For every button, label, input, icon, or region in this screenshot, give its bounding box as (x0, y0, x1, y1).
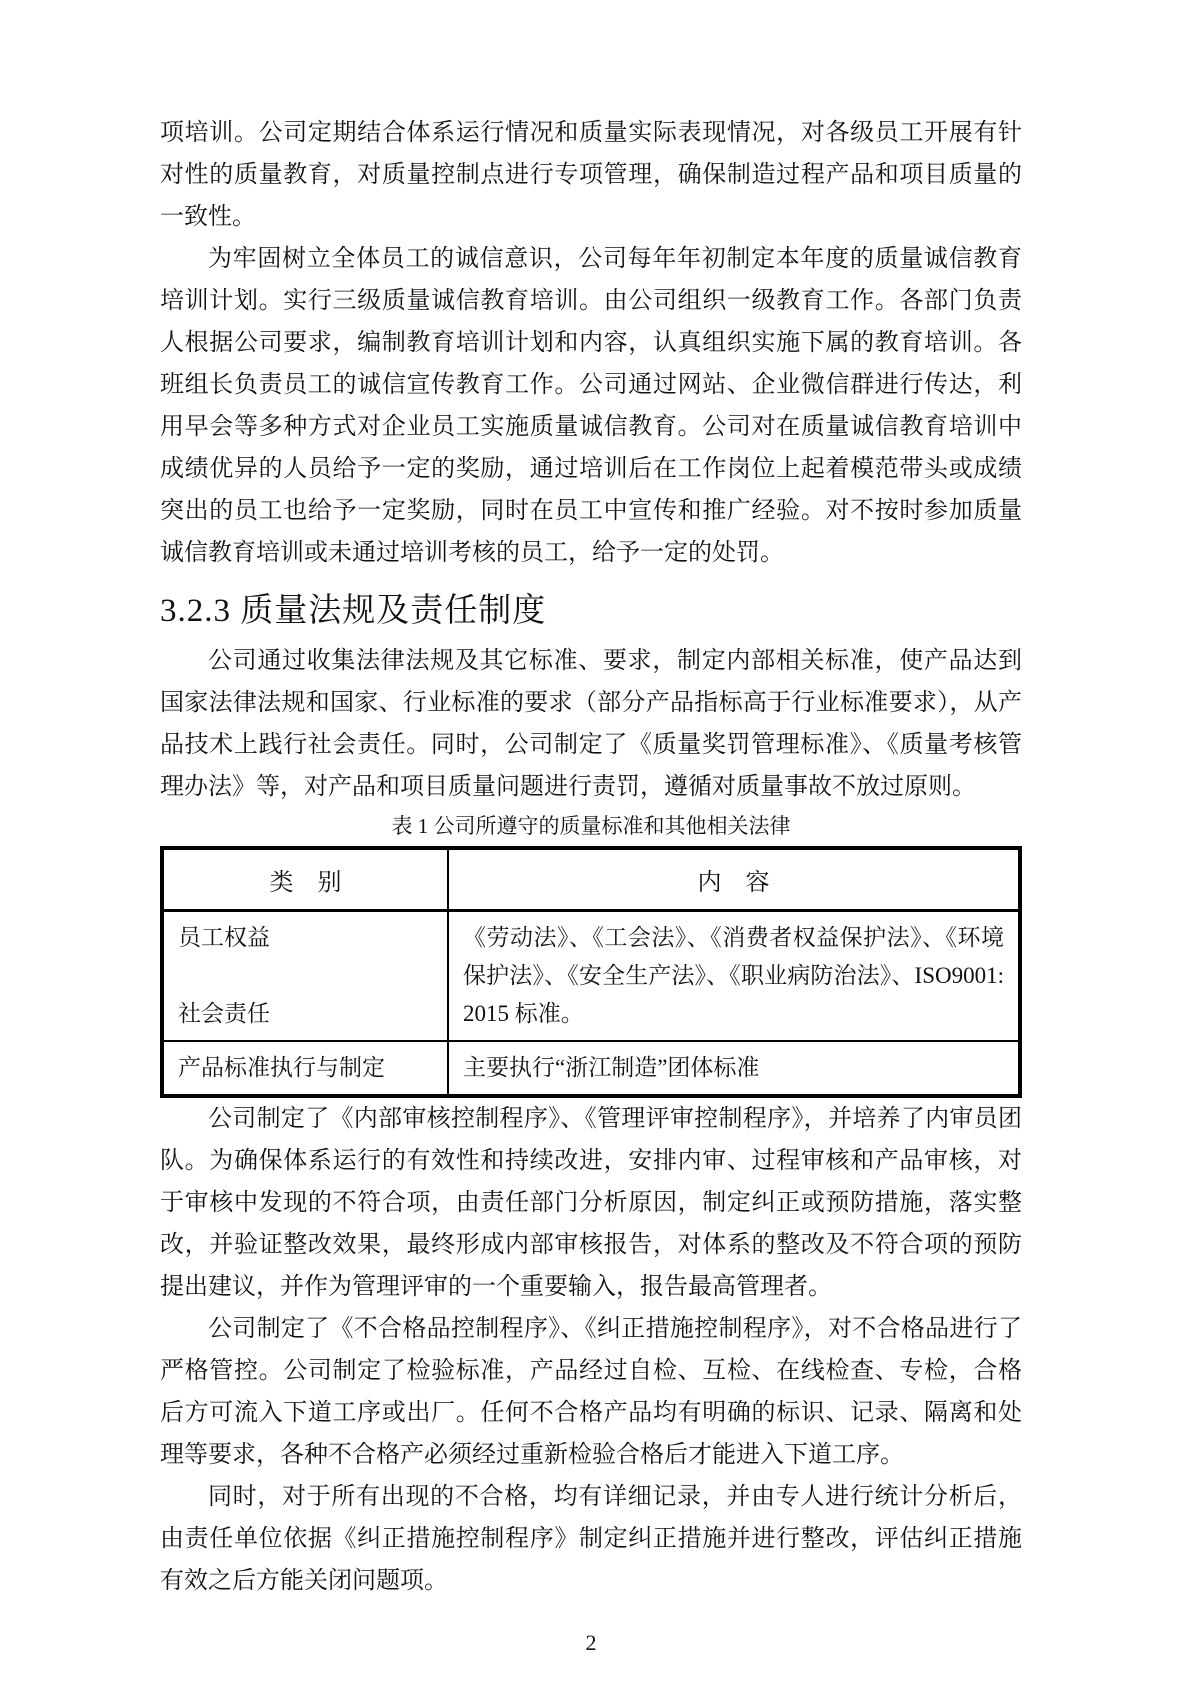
table-row (162, 911, 1020, 1042)
paragraph-quality-regulations: 公司通过收集法律法规及其它标准、要求，制定内部相关标准，使产品达到国家法律法规和国家、行业标准的要求（部分产品指标高于行业标准要求），从产品技术上践行社会责任。同时，公司制定了《质量奖罚管理标准》、《质量考核管理办法》等，对产品和项目质量问题进行责罚，遵循对质量事故不放过原则。 (160, 648, 1022, 800)
paragraph-internal-audit: 公司制定了《内部审核控制程序》、《管理评审控制程序》，并培养了内审员团队。为确保体系运行的有效性和持续改进，安排内审、过程审核和产品审核，对于审核中发现的不符合项，由责任部门分析原因，制定纠正或预防措施，落实整改，并验证整改效果，最终形成内部审核报告，对体系的整改及不符合项的预防提出建议，并作为管理评审的一个重要输入，报告最高管理者。 (160, 1106, 1022, 1300)
page-number: 2 (585, 1630, 597, 1655)
table-header-row (162, 848, 1020, 911)
paragraph-nonconforming-control: 公司制定了《不合格品控制程序》、《纠正措施控制程序》，对不合格品进行了严格管控。公司制定了检验标准，产品经过自检、互检、在线检查、专检，合格后方可流入下道工序或出厂。任何不合格产品均有明确的标识、记录、隔离和处理等要求，各种不合格产必须经过重新检验合格后才能进入下道工序。 (160, 1316, 1022, 1468)
paragraph-corrective-measures: 同时，对于所有出现的不合格，均有详细记录，并由专人进行统计分析后，由责任单位依据《纠正措施控制程序》制定纠正措施并进行整改，评估纠正措施有效之后方能关闭问题项。 (160, 1484, 1022, 1594)
paragraph-integrity-education: 为牢固树立全体员工的诚信意识，公司每年年初制定本年度的质量诚信教育培训计划。实行三级质量诚信教育培训。由公司组织一级教育工作。各部门负责人根据公司要求，编制教育培训计划和内容，认真组织实施下属的教育培训。各班组长负责员工的诚信宣传教育工作。公司通过网站、企业微信群进行传达，利用早会等多种方式对企业员工实施质量诚信教育。公司对在质量诚信教育培训中成绩优异的人员给予一定的奖励，通过培训后在工作岗位上起着模范带头或成绩突出的员工也给予一定奖励，同时在员工中宣传和推广经验。对不按时参加质量诚信教育培训或未通过培训考核的员工，给予一定的处罚。 (160, 246, 1022, 566)
table-header-category: 类 别 (162, 848, 448, 911)
table-cell-content: 《劳动法》、《工会法》、《消费者权益保护法》、《环境保护法》、《安全生产法》、《职业病防治法》、ISO9001:2015 标准。 (448, 911, 1020, 1042)
section-heading-3-2-3: 3.2.3 质量法规及责任制度 (160, 593, 547, 629)
standards-table (160, 846, 1022, 1098)
category-line: 产品标准执行与制定 (178, 1055, 385, 1080)
paragraph-training-continuation: 项培训。公司定期结合体系运行情况和质量实际表现情况，对各级员工开展有针对性的质量教育，对质量控制点进行专项管理，确保制造过程产品和项目质量的一致性。 (160, 120, 1022, 230)
table-cell-content: 主要执行“浙江制造”团体标准 (448, 1041, 1020, 1096)
table-cell-category (162, 1041, 448, 1096)
table-row (162, 1041, 1020, 1096)
category-line: 员工权益 (178, 925, 270, 950)
table-cell-category (162, 911, 448, 1042)
table-header-content: 内 容 (448, 848, 1020, 911)
category-line: 社会责任 (178, 1001, 270, 1026)
table-caption: 表 1 公司所遵守的质量标准和其他相关法律 (391, 814, 791, 838)
